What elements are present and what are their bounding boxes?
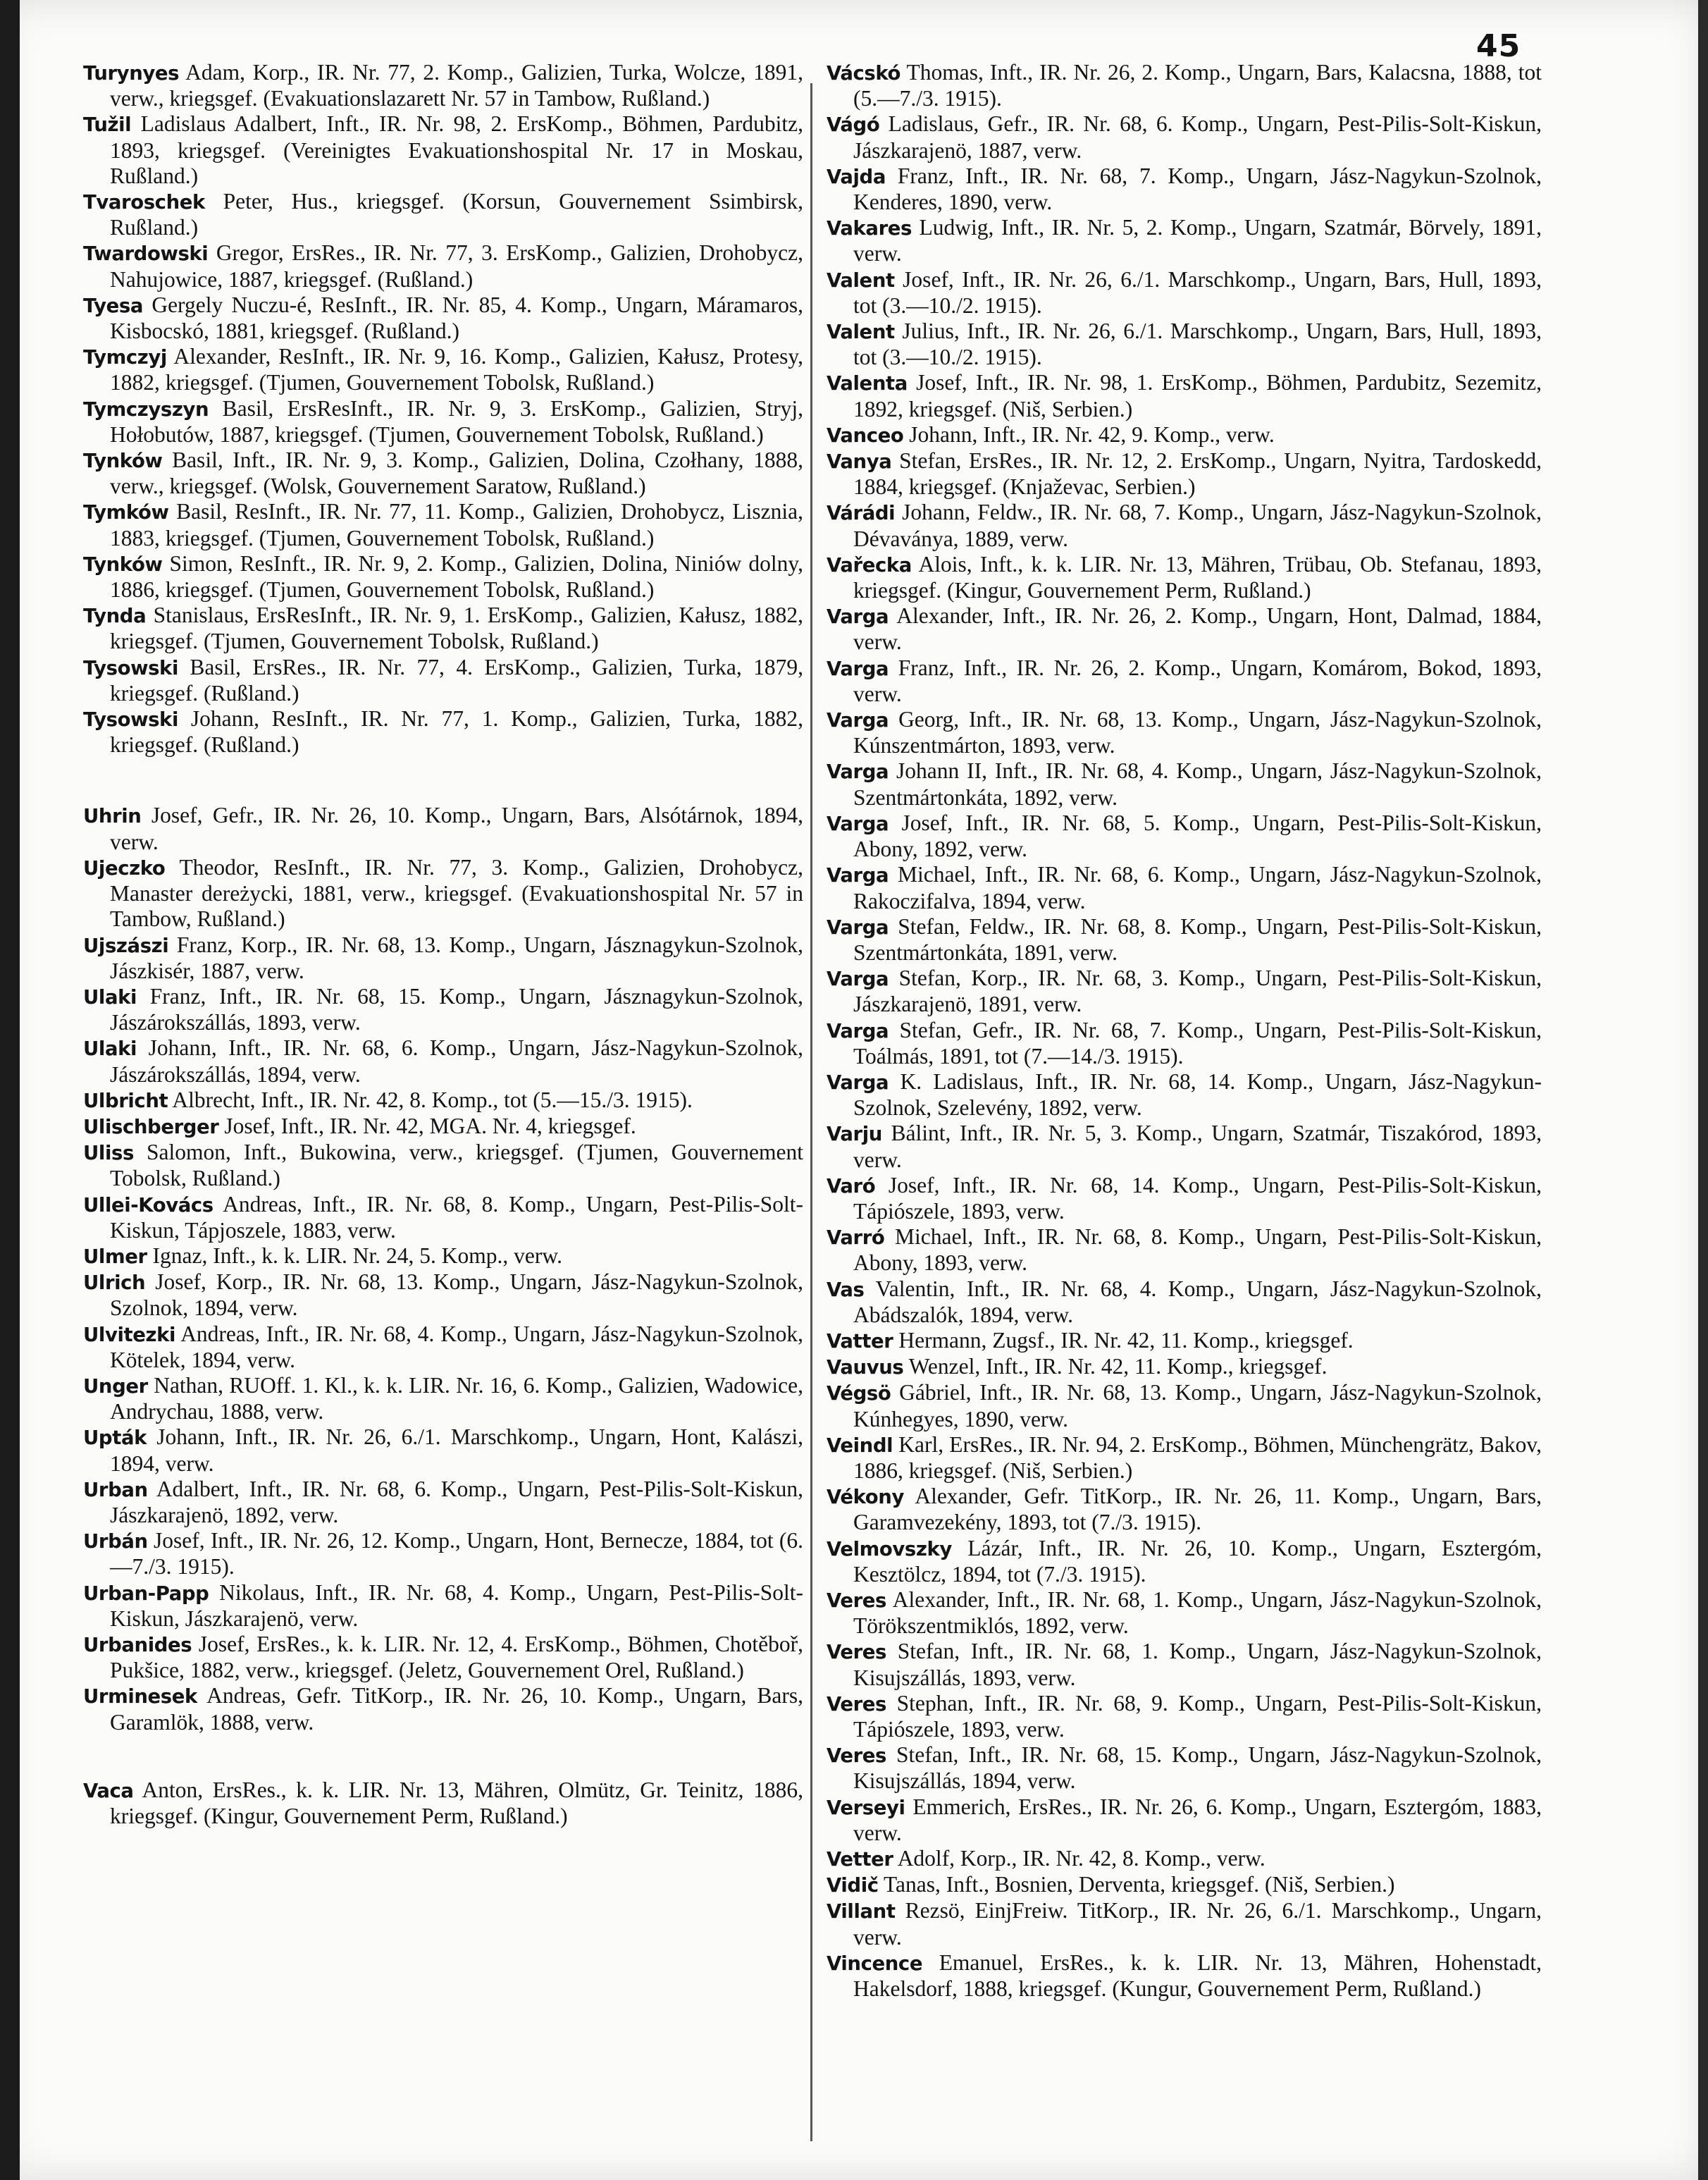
entry-surname: Vaca — [83, 1779, 134, 1802]
entry-details: Gergely Nuczu-é, ResInft., IR. Nr. 85, 4. Komp., Ungarn, Máramaros, Kisbocskó, 1881, kriegsgef. (Rußland.) — [110, 292, 804, 344]
entry-details: Josef, Inft., IR. Nr. 26, 6./1. Marschkomp., Ungarn, Bars, Hull, 1893, tot (3.—10./2. 1915). — [853, 266, 1542, 318]
entry-details: Josef, Korp., IR. Nr. 68, 13. Komp., Ungarn, Jász-Nagykun-Szolnok, Szolnok, 1894, verw. — [110, 1269, 803, 1321]
entry-surname: Urbán — [83, 1530, 148, 1553]
directory-entry — [827, 707, 1542, 758]
directory-entry — [827, 215, 1542, 266]
entry-details: Karl, ErsRes., IR. Nr. 94, 2. ErsKomp., Böhmen, Münchengrätz, Bakov, 1886, kriegsgef. (Niš, Serbien.) — [853, 1431, 1542, 1483]
entry-details: Alexander, Gefr. TitKorp., IR. Nr. 26, 11. Komp., Ungarn, Bars, Garamvezekény, 1893, tot (7./3. 1915). — [853, 1484, 1542, 1535]
entry-details: Josef, ErsRes., k. k. LIR. Nr. 12, 4. ErsKomp., Böhmen, Chotěboř, Pukšice, 1882, verw., kriegsgef. (Jeletz, Gouvernement Orel, Rußland.) — [110, 1631, 803, 1683]
entry-surname: Vakares — [827, 217, 912, 240]
entry-surname: Ulmer — [83, 1245, 147, 1268]
directory-entry — [827, 862, 1542, 913]
entry-details: Ludwig, Inft., IR. Nr. 5, 2. Komp., Ungarn, Szatmár, Börvely, 1891, verw. — [853, 215, 1542, 266]
entry-surname: Varó — [827, 1174, 876, 1197]
directory-entry — [83, 984, 803, 1035]
entry-surname: Uliss — [83, 1142, 134, 1165]
entry-details: Basil, ResInft., IR. Nr. 77, 11. Komp., Galizien, Drohobycz, Lisznia, 1883, kriegsgef. (Tjumen, Gouvernement Tobolsk, Rußland.) — [110, 499, 804, 550]
entry-surname: Tyesa — [83, 294, 143, 317]
entry-surname: Tynków — [83, 450, 163, 473]
directory-entry — [827, 1328, 1542, 1354]
entry-details: Adolf, Korp., IR. Nr. 42, 8. Komp., verw. — [897, 1846, 1265, 1871]
entry-details: Basil, ErsRes., IR. Nr. 77, 4. ErsKomp., Galizien, Turka, 1879, kriegsgef. (Rußland.) — [110, 654, 804, 706]
entry-details: Emanuel, ErsRes., k. k. LIR. Nr. 13, Mähren, Hohenstadt, Hakelsdorf, 1888, kriegsgef. (Kungur, Gouvernement Perm, Rußland.) — [853, 1950, 1542, 2002]
entry-details: Johann, ResInft., IR. Nr. 77, 1. Komp., Galizien, Turka, 1882, kriegsgef. (Rußland.) — [110, 706, 803, 758]
directory-entry — [83, 855, 803, 932]
directory-entry — [83, 1243, 803, 1269]
entry-details: Alois, Inft., k. k. LIR. Nr. 13, Mähren, Trübau, Ob. Stefanau, 1893, kriegsgef. (Kingur, Gouvernement Perm, Rußland.) — [853, 551, 1542, 603]
directory-entry — [827, 1846, 1542, 1872]
entry-surname: Vincence — [827, 1952, 923, 1975]
entry-surname: Varga — [827, 605, 889, 629]
entry-details: Gregor, ErsRes., IR. Nr. 77, 3. ErsKomp., Galizien, Drohobycz, Nahujowice, 1887, kriegsgef. (Rußland.) — [110, 240, 803, 292]
entry-details: Adalbert, Inft., IR. Nr. 68, 6. Komp., Ungarn, Pest-Pilis-Solt-Kiskun, Jászkarajenö, 1892, verw. — [110, 1476, 803, 1527]
directory-entry — [83, 1373, 803, 1424]
directory-entry — [827, 1276, 1542, 1328]
entry-surname: Valenta — [827, 372, 908, 395]
entry-details: K. Ladislaus, Inft., IR. Nr. 68, 14. Komp., Ungarn, Jász-Nagykun-Szolnok, Szelevény, 1892, verw. — [853, 1069, 1542, 1121]
entry-surname: Urban — [83, 1478, 148, 1501]
entry-surname: Veres — [827, 1589, 887, 1612]
entry-details: Andreas, Gefr. TitKorp., IR. Nr. 26, 10. Komp., Ungarn, Bars, Garamlök, 1888, verw. — [110, 1683, 803, 1735]
directory-entry — [827, 552, 1542, 603]
directory-entry — [827, 1121, 1542, 1172]
entry-details: Franz, Inft., IR. Nr. 26, 2. Komp., Ungarn, Komárom, Bokod, 1893, verw. — [853, 655, 1542, 706]
entry-details: Stefan, Inft., IR. Nr. 68, 15. Komp., Ungarn, Jász-Nagykun-Szolnok, Kisujszállás, 1894, verw. — [853, 1742, 1542, 1794]
directory-entry — [83, 1477, 803, 1528]
left-scan-edge — [0, 0, 20, 2180]
directory-entry — [83, 803, 803, 854]
entry-details: Johann, Feldw., IR. Nr. 68, 7. Komp., Ungarn, Jász-Nagykun-Szolnok, Dévaványa, 1889, verw. — [853, 500, 1542, 551]
entry-surname: Varga — [827, 1071, 889, 1094]
entry-details: Stefan, Korp., IR. Nr. 68, 3. Komp., Ungarn, Pest-Pilis-Solt-Kiskun, Jászkarajenö, 1891, verw. — [853, 966, 1542, 1017]
entry-details: Andreas, Inft., IR. Nr. 68, 8. Komp., Ungarn, Pest-Pilis-Solt-Kiskun, Tápjoszele, 1883, verw. — [110, 1191, 803, 1243]
entry-details: Ignaz, Inft., k. k. LIR. Nr. 24, 5. Komp., verw. — [152, 1243, 562, 1268]
entry-surname: Vajda — [827, 165, 886, 188]
entry-surname: Vatter — [827, 1329, 893, 1353]
entry-surname: Vařecka — [827, 553, 912, 577]
entry-surname: Veres — [827, 1641, 887, 1664]
directory-entry — [83, 1140, 803, 1191]
directory-entry — [827, 1872, 1542, 1898]
directory-entry — [827, 1950, 1542, 2002]
directory-entry — [827, 319, 1542, 370]
directory-entry — [827, 655, 1542, 707]
directory-entry — [827, 60, 1542, 111]
entry-details: Emmerich, ErsRes., IR. Nr. 26, 6. Komp., Ungarn, Esztergóm, 1883, verw. — [853, 1794, 1542, 1845]
entry-details: Theodor, ResInft., IR. Nr. 77, 3. Komp., Galizien, Drohobycz, Manaster dereżycki, 1881, verw., kriegsgef. (Evakuationshospital Nr. 57 in Tambow, Rußland.) — [110, 854, 803, 932]
entry-surname: Tysowski — [83, 656, 178, 679]
directory-entry — [827, 1639, 1542, 1690]
entry-details: Stefan, Feldw., IR. Nr. 68, 8. Komp., Ungarn, Pest-Pilis-Solt-Kiskun, Szentmártonkáta, 1891, verw. — [853, 913, 1542, 965]
entry-surname: Ujeczko — [83, 856, 166, 880]
directory-entry — [83, 932, 803, 984]
directory-entry — [83, 1088, 803, 1114]
entry-details: Stefan, Inft., IR. Nr. 68, 1. Komp., Ungarn, Jász-Nagykun-Szolnok, Kisujszállás, 1893, verw. — [853, 1639, 1542, 1690]
entry-surname: Vauvus — [827, 1356, 904, 1379]
entry-surname: Uhrin — [83, 805, 142, 828]
directory-entry — [827, 603, 1542, 655]
directory-entry — [83, 60, 803, 111]
directory-entry — [83, 344, 803, 395]
entry-surname: Verseyi — [827, 1796, 905, 1819]
entry-details: Johann, Inft., IR. Nr. 26, 6./1. Marschkomp., Ungarn, Hont, Kalászi, 1894, verw. — [110, 1424, 803, 1476]
directory-entry — [83, 1528, 803, 1579]
entry-details: Georg, Inft., IR. Nr. 68, 13. Komp., Ungarn, Jász-Nagykun-Szolnok, Kúnszentmárton, 1893, verw. — [853, 707, 1542, 758]
directory-entry — [83, 603, 803, 654]
entry-surname: Velmovszky — [827, 1537, 952, 1560]
directory-entry — [83, 655, 803, 706]
entry-surname: Twardowski — [83, 242, 209, 266]
entry-details: Johann, Inft., IR. Nr. 68, 6. Komp., Ungarn, Jász-Nagykun-Szolnok, Jászárokszállás, 1894, verw. — [110, 1035, 804, 1087]
entry-surname: Ulaki — [83, 985, 137, 1009]
entry-details: Stefan, ErsRes., IR. Nr. 12, 2. ErsKomp., Ungarn, Nyitra, Tardoskedd, 1884, kriegsgef. (Knjaževac, Serbien.) — [853, 448, 1542, 500]
entry-surname: Tynków — [83, 553, 163, 576]
directory-entry — [827, 111, 1542, 163]
directory-entry — [827, 1898, 1542, 1950]
directory-entry — [83, 1114, 803, 1140]
directory-entry — [83, 1424, 803, 1476]
entry-surname: Ulischberger — [83, 1115, 219, 1138]
directory-entry — [83, 448, 803, 499]
entry-surname: Urban-Papp — [83, 1582, 209, 1605]
right-column — [827, 60, 1542, 2002]
directory-entry — [827, 267, 1542, 319]
entry-details: Stephan, Inft., IR. Nr. 68, 9. Komp., Ungarn, Pest-Pilis-Solt-Kiskun, Tápiószele, 1893, verw. — [853, 1690, 1542, 1742]
entry-details: Stefan, Gefr., IR. Nr. 68, 7. Komp., Ungarn, Pest-Pilis-Solt-Kiskun, Toálmás, 1891, tot (7.—14./3. 1915). — [853, 1017, 1542, 1069]
directory-entry — [827, 500, 1542, 551]
entry-details: Michael, Inft., IR. Nr. 68, 6. Komp., Ungarn, Jász-Nagykun-Szolnok, Rakoczifalva, 1894, verw. — [853, 862, 1542, 913]
entry-surname: Ujszászi — [83, 934, 169, 957]
entry-surname: Tynda — [83, 605, 147, 628]
directory-entry — [827, 1380, 1542, 1431]
directory-entry — [83, 1580, 803, 1632]
entry-surname: Varga — [827, 812, 889, 835]
entry-surname: Végsö — [827, 1382, 891, 1405]
entry-surname: Tysowski — [83, 708, 178, 732]
directory-entry — [827, 1691, 1542, 1742]
entry-surname: Varga — [827, 1019, 889, 1042]
entry-details: Nathan, RUOff. 1. Kl., k. k. LIR. Nr. 16, 6. Komp., Galizien, Wadowice, Andrychau, 1888, verw. — [110, 1372, 804, 1424]
entry-surname: Vidič — [827, 1874, 879, 1897]
entry-surname: Varga — [827, 709, 889, 732]
entry-surname: Upták — [83, 1427, 147, 1450]
entry-details: Josef, Gefr., IR. Nr. 26, 10. Komp., Ungarn, Bars, Alsótárnok, 1894, verw. — [110, 803, 803, 854]
entry-surname: Varga — [827, 657, 889, 680]
entry-surname: Valent — [827, 321, 895, 344]
directory-entry — [827, 914, 1542, 966]
directory-entry — [83, 1269, 803, 1321]
entry-surname: Ulvitezki — [83, 1323, 176, 1346]
directory-entry — [83, 1632, 803, 1683]
left-column — [83, 60, 803, 1829]
directory-entry — [827, 1354, 1542, 1380]
entry-surname: Valent — [827, 269, 895, 292]
entry-surname: Tymczyszyn — [83, 398, 209, 421]
entry-surname: Vetter — [827, 1848, 893, 1871]
directory-entry — [827, 1432, 1542, 1484]
section-gap — [83, 758, 803, 803]
entry-details: Michael, Inft., IR. Nr. 68, 8. Komp., Ungarn, Pest-Pilis-Solt-Kiskun, Abony, 1893, verw. — [853, 1224, 1542, 1276]
entry-details: Alexander, ResInft., IR. Nr. 9, 16. Komp., Galizien, Kałusz, Protesy, 1882, kriegsgef. (Tjumen, Gouvernement Tobolsk, Rußland.) — [110, 344, 803, 395]
right-scan-edge — [1698, 0, 1708, 2180]
entry-details: Gábriel, Inft., IR. Nr. 68, 13. Komp., Ungarn, Jász-Nagykun-Szolnok, Kúnhegyes, 1890, verw. — [853, 1380, 1542, 1431]
entry-surname: Villant — [827, 1900, 896, 1923]
entry-details: Nikolaus, Inft., IR. Nr. 68, 4. Komp., Ungarn, Pest-Pilis-Solt-Kiskun, Jászkarajenö, verw. — [110, 1579, 803, 1631]
entry-surname: Vanya — [827, 450, 892, 474]
directory-entry — [83, 396, 803, 448]
entry-surname: Varga — [827, 968, 889, 991]
entry-surname: Vanceo — [827, 424, 904, 447]
page-number: 45 — [1476, 28, 1521, 64]
entry-surname: Varga — [827, 760, 889, 784]
directory-entry — [827, 370, 1542, 421]
column-divider — [810, 83, 812, 2141]
entry-details: Josef, Inft., IR. Nr. 68, 5. Komp., Ungarn, Pest-Pilis-Solt-Kiskun, Abony, 1892, verw. — [853, 810, 1542, 862]
entry-details: Andreas, Inft., IR. Nr. 68, 4. Komp., Ungarn, Jász-Nagykun-Szolnok, Kötelek, 1894, verw. — [110, 1321, 803, 1372]
entry-details: Stanislaus, ErsResInft., IR. Nr. 9, 1. ErsKomp., Galizien, Kałusz, 1882, kriegsgef. (Tjumen, Gouvernement Tobolsk, Rußland.) — [110, 603, 803, 654]
entry-details: Johann, Inft., IR. Nr. 42, 9. Komp., verw. — [909, 421, 1275, 447]
directory-entry — [83, 111, 803, 189]
directory-entry — [827, 1742, 1542, 1794]
entry-details: Valentin, Inft., IR. Nr. 68, 4. Komp., Ungarn, Jász-Nagykun-Szolnok, Abádszalók, 1894, verw. — [853, 1276, 1542, 1327]
directory-entry — [827, 1173, 1542, 1224]
directory-entry — [83, 551, 803, 603]
entry-details: Basil, ErsResInft., IR. Nr. 9, 3. ErsKomp., Galizien, Stryj, Hołobutów, 1887, kriegsgef. (Tjumen, Gouvernement Tobolsk, Rußland.) — [110, 395, 803, 447]
entry-surname: Veres — [827, 1692, 887, 1716]
directory-entry — [827, 966, 1542, 1017]
entry-details: Johann II, Inft., IR. Nr. 68, 4. Komp., Ungarn, Jász-Nagykun-Szolnok, Szentmártonkáta, 1892, verw. — [853, 758, 1542, 810]
entry-surname: Ulbricht — [83, 1089, 168, 1112]
directory-entry — [827, 422, 1542, 448]
entry-details: Josef, Inft., IR. Nr. 26, 12. Komp., Ungarn, Hont, Bernecze, 1884, tot (6.—7./3. 1915). — [110, 1528, 804, 1579]
entry-surname: Vékony — [827, 1486, 904, 1509]
directory-entry — [827, 1587, 1542, 1639]
directory-entry — [83, 1683, 803, 1735]
entry-surname: Varró — [827, 1226, 885, 1250]
entry-surname: Tvaroschek — [83, 191, 205, 214]
entry-details: Franz, Inft., IR. Nr. 68, 7. Komp., Ungarn, Jász-Nagykun-Szolnok, Kenderes, 1890, verw. — [853, 163, 1542, 215]
directory-entry — [83, 499, 803, 550]
entry-details: Adam, Korp., IR. Nr. 77, 2. Komp., Galizien, Turka, Wolcze, 1891, verw., kriegsgef. (Evakuationslazarett Nr. 57 in Tambow, Rußland.) — [110, 60, 803, 111]
entry-details: Thomas, Inft., IR. Nr. 26, 2. Komp., Ungarn, Bars, Kalacsna, 1888, tot (5.—7./3. 1915). — [853, 60, 1542, 111]
directory-entry — [83, 1192, 803, 1243]
entry-surname: Varju — [827, 1123, 882, 1146]
directory-entry — [83, 1322, 803, 1373]
entry-surname: Várádi — [827, 502, 896, 525]
entry-details: Albrecht, Inft., IR. Nr. 42, 8. Komp., tot (5.—15./3. 1915). — [172, 1087, 693, 1112]
entry-surname: Ullei-Kovács — [83, 1193, 214, 1217]
directory-entry — [827, 1536, 1542, 1587]
entry-surname: Vácskó — [827, 62, 901, 85]
directory-entry — [83, 1778, 803, 1829]
entry-details: Alexander, Inft., IR. Nr. 68, 1. Komp., Ungarn, Jász-Nagykun-Szolnok, Törökszentmiklós, 1892, verw. — [853, 1587, 1542, 1639]
directory-entry — [83, 240, 803, 292]
entry-surname: Turynyes — [83, 62, 180, 85]
entry-details: Ladislaus, Gefr., IR. Nr. 68, 6. Komp., Ungarn, Pest-Pilis-Solt-Kiskun, Jászkarajenö, 1887, verw. — [853, 111, 1542, 163]
entry-details: Josef, Inft., IR. Nr. 68, 14. Komp., Ungarn, Pest-Pilis-Solt-Kiskun, Tápiószele, 1893, verw. — [853, 1172, 1542, 1224]
entry-surname: Tužil — [83, 113, 132, 137]
entry-surname: Veres — [827, 1744, 887, 1768]
entry-details: Ladislaus Adalbert, Inft., IR. Nr. 98, 2. ErsKomp., Böhmen, Pardubitz, 1893, kriegsgef. (Vereinigtes Evakuationshospital Nr. 17 in Moskau, Rußland.) — [110, 111, 803, 188]
directory-entry — [827, 758, 1542, 810]
entry-details: Josef, Inft., IR. Nr. 98, 1. ErsKomp., Böhmen, Pardubitz, Sezemitz, 1892, kriegsgef. (Niš, Serbien.) — [853, 370, 1542, 421]
directory-entry — [827, 164, 1542, 215]
entry-surname: Ulrich — [83, 1271, 146, 1295]
section-gap — [83, 1735, 803, 1778]
directory-entry — [827, 448, 1542, 500]
entry-details: Basil, Inft., IR. Nr. 9, 3. Komp., Galizien, Dolina, Czołhany, 1888, verw., kriegsgef. (Wolsk, Gouvernement Saratow, Rußland.) — [110, 448, 804, 499]
directory-entry — [83, 292, 803, 344]
directory-entry — [827, 1794, 1542, 1846]
entry-surname: Tymków — [83, 501, 169, 524]
entry-details: Lázár, Inft., IR. Nr. 26, 10. Komp., Ungarn, Esztergóm, Kesztölcz, 1894, tot (7./3. 1915). — [853, 1535, 1542, 1587]
entry-surname: Vágó — [827, 113, 880, 137]
entry-surname: Unger — [83, 1374, 148, 1398]
entry-details: Franz, Korp., IR. Nr. 68, 13. Komp., Ungarn, Jásznagykun-Szolnok, Jászkisér, 1887, verw. — [110, 932, 804, 983]
entry-surname: Varga — [827, 916, 889, 939]
entry-surname: Vas — [827, 1278, 865, 1301]
directory-entry — [827, 1224, 1542, 1276]
entry-surname: Tymczyj — [83, 346, 167, 369]
entry-details: Bálint, Inft., IR. Nr. 5, 3. Komp., Ungarn, Szatmár, Tiszakórod, 1893, verw. — [853, 1121, 1542, 1172]
entry-details: Julius, Inft., IR. Nr. 26, 6./1. Marschkomp., Ungarn, Bars, Hull, 1893, tot (3.—10./2. 1915). — [853, 319, 1542, 370]
entry-details: Peter, Hus., kriegsgef. (Korsun, Gouvernement Ssimbirsk, Rußland.) — [110, 189, 804, 240]
directory-entry — [83, 1035, 803, 1087]
entry-surname: Urbanides — [83, 1633, 192, 1656]
entry-surname: Veindl — [827, 1434, 893, 1457]
entry-details: Tanas, Inft., Bosnien, Derventa, kriegsgef. (Niš, Serbien.) — [883, 1872, 1395, 1897]
entry-details: Hermann, Zugsf., IR. Nr. 42, 11. Komp., kriegsgef. — [898, 1327, 1354, 1353]
directory-entry — [827, 1484, 1542, 1535]
entry-surname: Varga — [827, 864, 889, 887]
entry-details: Alexander, Inft., IR. Nr. 26, 2. Komp., Ungarn, Hont, Dalmad, 1884, verw. — [853, 603, 1542, 655]
entry-details: Simon, ResInft., IR. Nr. 9, 2. Komp., Galizien, Dolina, Niniów dolny, 1886, kriegsgef. (Tjumen, Gouvernement Tobolsk, Rußland.) — [110, 550, 804, 603]
directory-entry — [83, 189, 803, 240]
directory-entry — [83, 706, 803, 758]
directory-entry — [827, 1018, 1542, 1069]
entry-details: Anton, ErsRes., k. k. LIR. Nr. 13, Mähren, Olmütz, Gr. Teinitz, 1886, kriegsgef. (Kingur, Gouvernement Perm, Rußland.) — [110, 1777, 803, 1828]
entry-surname: Urminesek — [83, 1685, 197, 1708]
entry-surname: Ulaki — [83, 1037, 137, 1061]
entry-details: Franz, Inft., IR. Nr. 68, 15. Komp., Ungarn, Jásznagykun-Szolnok, Jászárokszállás, 1893, verw. — [110, 983, 804, 1035]
directory-entry — [827, 811, 1542, 862]
entry-details: Salomon, Inft., Bukowina, verw., kriegsgef. (Tjumen, Gouvernement Tobolsk, Rußland.) — [110, 1140, 803, 1191]
directory-entry — [827, 1069, 1542, 1121]
entry-details: Rezsö, EinjFreiw. TitKorp., IR. Nr. 26, 6./1. Marschkomp., Ungarn, verw. — [853, 1898, 1542, 1950]
entry-details: Wenzel, Inft., IR. Nr. 42, 11. Komp., kriegsgef. — [908, 1354, 1328, 1379]
entry-details: Josef, Inft., IR. Nr. 42, MGA. Nr. 4, kriegsgef. — [224, 1113, 636, 1138]
